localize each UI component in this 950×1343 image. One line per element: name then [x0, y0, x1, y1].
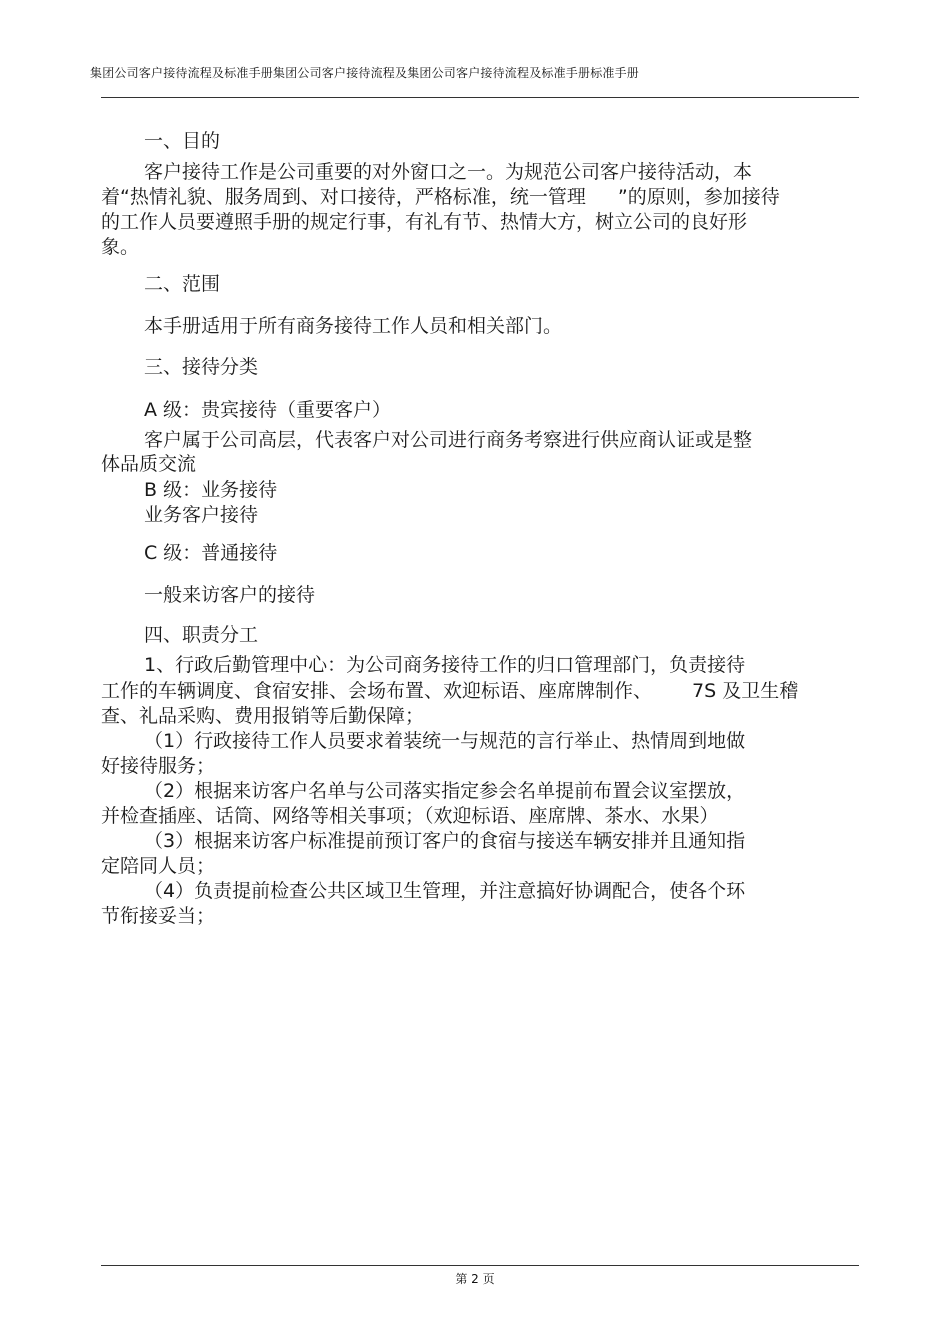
page-header-title: 集团公司客户接待流程及标准手册集团公司客户接待流程及集团公司客户接待流程及标准手册标准手册 [90, 66, 640, 80]
text-span: ”的原则，参加接待 [617, 186, 780, 208]
paragraph-line: 定陪同人员； [101, 855, 216, 877]
paragraph-line: 并检查插座、话筒、网络等相关事项；（欢迎标语、座席牌、茶水、水果） [101, 805, 719, 827]
paragraph-line: 查、礼品采购、费用报销等后勤保障； [101, 705, 425, 727]
paragraph-line: 好接待服务； [101, 755, 216, 777]
paragraph-line: 客户属于公司高层，代表客户对公司进行商务考察进行供应商认证或是整 [144, 429, 753, 451]
header-divider [101, 97, 859, 98]
list-item: （2）根据来访客户名单与公司落实指定参会名单提前布置会议室摆放， [144, 780, 746, 802]
paragraph-line: 本手册适用于所有商务接待工作人员和相关部门。 [144, 315, 563, 337]
page-number: 第 2 页 [455, 1272, 495, 1286]
paragraph-line [101, 185, 780, 209]
list-item: （1）行政接待工作人员要求着装统一与规范的言行举止、热情周到地做 [144, 730, 746, 752]
paragraph-line: 体品质交流 [101, 453, 197, 475]
footer-divider [101, 1265, 859, 1266]
section-heading-scope: 二、范围 [144, 273, 221, 295]
paragraph-line: 象。 [101, 236, 140, 258]
paragraph-line: 1、行政后勤管理中心：为公司商务接待工作的归口管理部门，负责接待 [144, 654, 746, 676]
text-span: 7S 及卫生稽 [692, 680, 799, 702]
list-item: （3）根据来访客户标准提前预订客户的食宿与接送车辆安排并且通知指 [144, 830, 746, 852]
section-heading-purpose: 一、目的 [144, 130, 221, 152]
text-span: 工作的车辆调度、食宿安排、会场布置、欢迎标语、座席牌制作、 [101, 680, 653, 702]
level-c-title: C 级：普通接待 [144, 542, 278, 564]
text-span: 着“热情礼貌、服务周到、对口接待，严格标准，统一管理 [101, 186, 586, 208]
section-heading-categories: 三、接待分类 [144, 356, 259, 378]
level-b-title: B 级：业务接待 [144, 479, 278, 501]
paragraph-line: 一般来访客户的接待 [144, 584, 316, 606]
list-item: （4）负责提前检查公共区域卫生管理，并注意搞好协调配合，使各个环 [144, 880, 746, 902]
paragraph-line: 的工作人员要遵照手册的规定行事，有礼有节、热情大方，树立公司的良好形 [101, 211, 748, 233]
paragraph-line: 客户接待工作是公司重要的对外窗口之一。为规范公司客户接待活动，本 [144, 161, 753, 183]
paragraph-line: 节衔接妥当； [101, 905, 216, 927]
section-heading-duties: 四、职责分工 [144, 624, 259, 646]
paragraph-line [101, 679, 798, 703]
paragraph-line: 业务客户接待 [144, 504, 259, 526]
level-a-title: A 级：贵宾接待（重要客户） [144, 399, 392, 421]
